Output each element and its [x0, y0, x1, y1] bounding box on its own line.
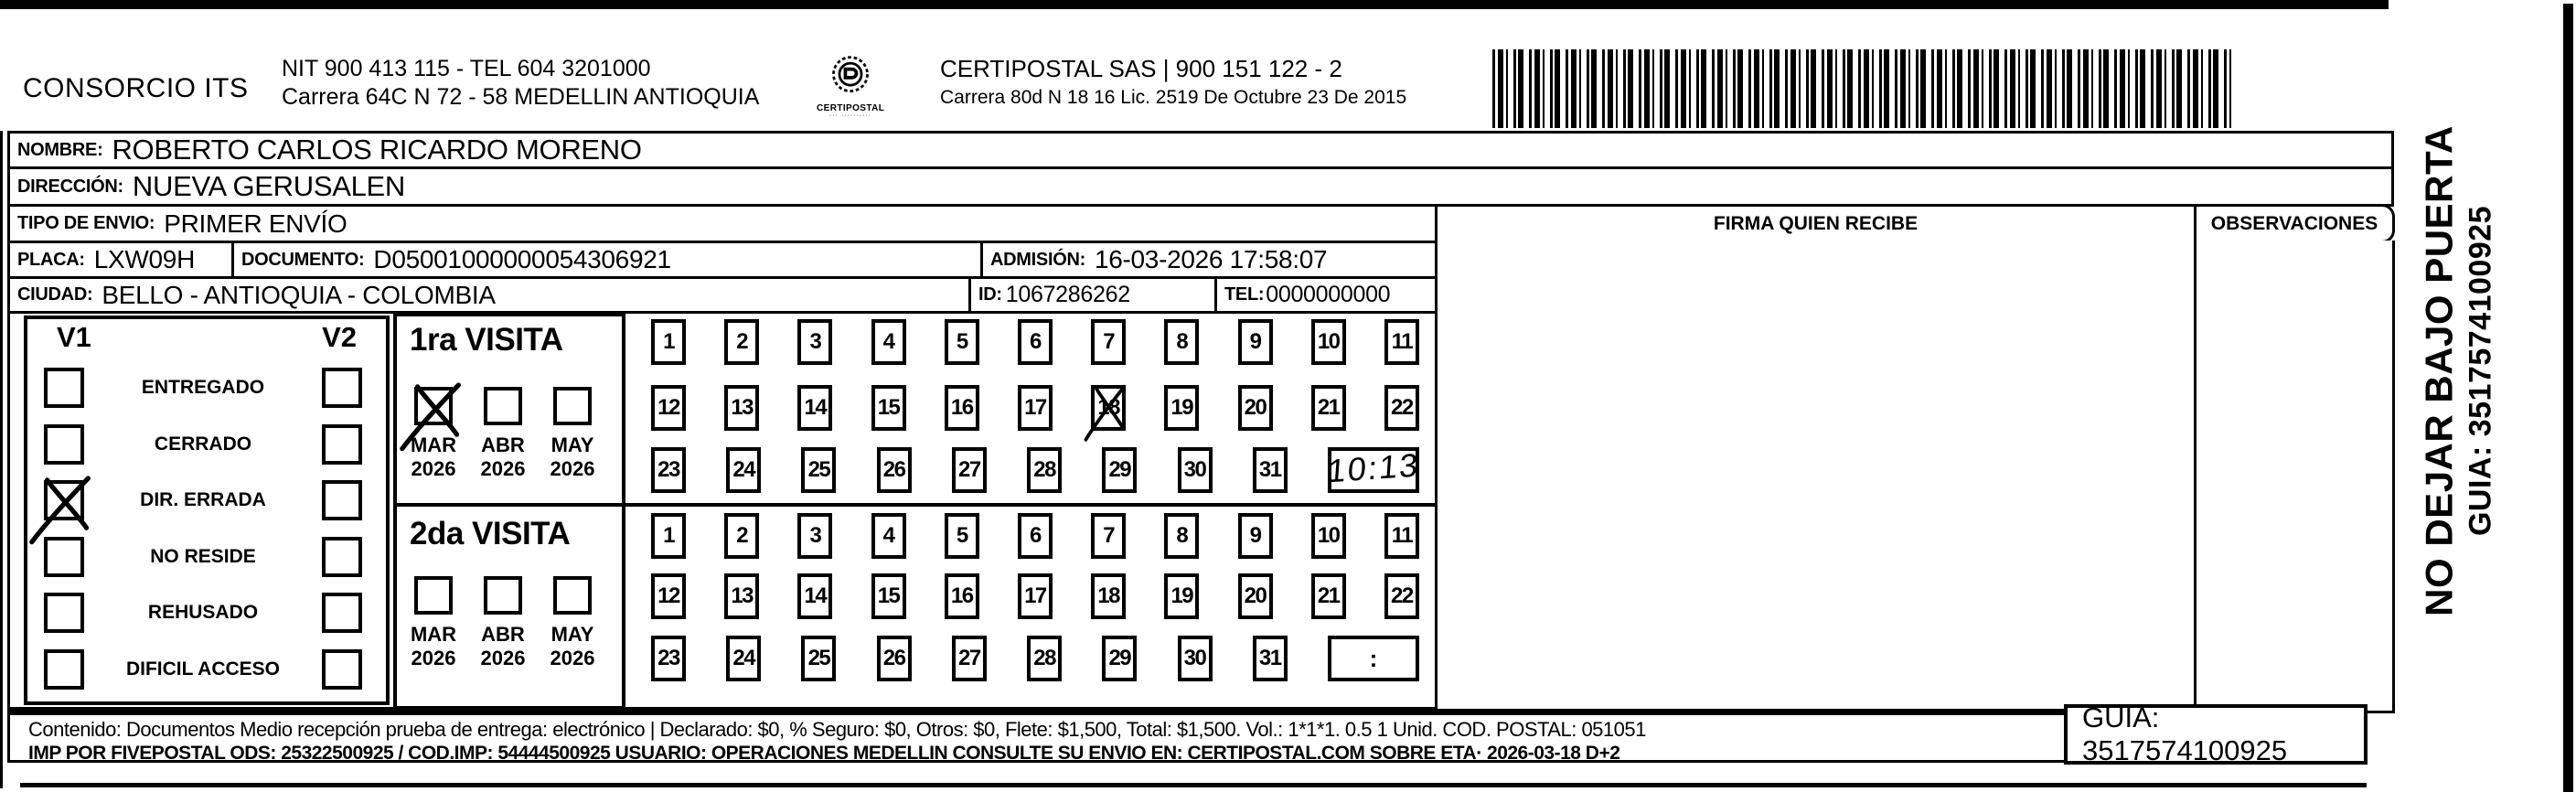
nombre-label: NOMBRE: — [17, 139, 103, 160]
day-5-box[interactable] — [945, 513, 979, 559]
day-number: 29 — [1108, 457, 1131, 482]
day-9-box[interactable] — [1238, 513, 1273, 559]
month-year: 2026 — [411, 647, 456, 669]
status-panel-header — [27, 319, 386, 354]
day-6-box[interactable] — [1018, 513, 1053, 559]
month-label: MAR — [410, 623, 457, 646]
day-number: 18 — [1097, 395, 1119, 420]
month-option — [404, 576, 463, 670]
month-year: 2026 — [480, 457, 526, 480]
day-number: 9 — [1249, 329, 1261, 354]
day-number: 16 — [950, 395, 973, 420]
day-number: 10 — [1317, 329, 1340, 354]
day-number: 24 — [732, 646, 755, 670]
day-number: 25 — [807, 646, 830, 670]
tracking-barcode — [1492, 49, 2231, 128]
company-address-line: Carrera 64C N 72 - 58 MEDELLIN ANTIOQUIA — [282, 84, 760, 110]
observaciones-column-header: OBSERVACIONES — [2194, 204, 2395, 243]
v1-checkbox-4[interactable] — [44, 593, 84, 633]
day-31-box[interactable] — [1253, 636, 1288, 681]
second-visit-title: 2da VISITA — [410, 516, 571, 551]
day-7-box[interactable] — [1091, 513, 1126, 559]
month-checkbox-may[interactable] — [553, 387, 592, 425]
time-note: : — [1369, 644, 1378, 672]
day-number: 1 — [663, 329, 674, 354]
day-12-box[interactable] — [651, 573, 686, 619]
placa-value: LXW09H — [93, 245, 195, 273]
month-option — [474, 387, 532, 481]
day-29-box[interactable] — [1102, 636, 1137, 681]
day-number: 2 — [736, 523, 748, 548]
day-number: 2 — [736, 329, 748, 354]
status-row — [44, 363, 362, 412]
day-22-box[interactable] — [1384, 573, 1419, 619]
day-20-box[interactable] — [1238, 573, 1273, 619]
day-1-box[interactable] — [651, 513, 686, 559]
day-number: 5 — [956, 329, 967, 354]
day-number: 27 — [958, 646, 980, 670]
partner-name-line: CERTIPOSTAL SAS | 900 151 122 - 2 — [940, 55, 1342, 82]
day-number: 26 — [882, 457, 905, 482]
day-number: 3 — [809, 329, 821, 354]
month-checkbox-may[interactable] — [553, 576, 592, 615]
delivery-status-panel — [24, 316, 390, 705]
day-25-box[interactable] — [801, 636, 836, 681]
day-number: 12 — [657, 395, 679, 420]
company-name: CONSORCIO ITS — [23, 73, 249, 103]
day-15-box[interactable] — [871, 573, 906, 619]
day-number: 15 — [877, 583, 900, 608]
day-10-box[interactable] — [1311, 513, 1346, 559]
status-option-label: NO RESIDE — [150, 545, 256, 567]
day-number: 8 — [1176, 523, 1188, 548]
day-number: 31 — [1258, 457, 1281, 482]
day-27-box[interactable] — [952, 636, 987, 681]
placa-label: PLACA: — [17, 249, 85, 270]
day-17-box[interactable] — [1018, 573, 1053, 619]
day-number: 21 — [1317, 395, 1340, 420]
day-number: 27 — [958, 457, 980, 482]
no-dejar-bajo-puerta-note: NO DEJAR BAJO PUERTA — [2417, 125, 2461, 616]
month-year: 2026 — [550, 457, 595, 480]
month-checkbox-mar[interactable] — [414, 387, 453, 425]
documento-label: DOCUMENTO: — [241, 249, 365, 270]
status-row — [44, 645, 362, 694]
day-number: 13 — [731, 583, 754, 608]
observaciones-area[interactable] — [2194, 241, 2395, 713]
month-option — [543, 576, 602, 670]
v1-checkbox-1[interactable] — [44, 424, 84, 465]
day-row — [651, 636, 1419, 681]
month-year: 2026 — [550, 647, 595, 669]
status-option-label: ENTREGADO — [141, 377, 265, 398]
partner-address-line: Carrera 80d N 18 16 Lic. 2519 De Octubre 23 De 2015 — [940, 87, 1407, 108]
day-number: 6 — [1030, 523, 1041, 548]
day-number: 7 — [1103, 523, 1115, 548]
day-number: 1 — [663, 523, 674, 548]
month-label: ABR — [481, 623, 525, 646]
firma-column-header: FIRMA QUIEN RECIBE — [1435, 204, 2197, 243]
v1-checkbox-5[interactable] — [44, 649, 84, 690]
handwritten-x-mark — [42, 478, 93, 531]
day-number: 28 — [1033, 646, 1055, 670]
admision-label: ADMISIÓN: — [990, 249, 1085, 270]
tipo-envio-label: TIPO DE ENVIO: — [17, 213, 155, 233]
day-16-box[interactable] — [945, 573, 979, 619]
first-visit-title: 1ra VISITA — [410, 322, 563, 358]
month-option — [543, 387, 602, 481]
day-number: 23 — [657, 457, 679, 482]
day-number: 31 — [1258, 646, 1281, 670]
day-19-box[interactable] — [1164, 573, 1199, 619]
v2-checkbox-1[interactable] — [322, 424, 362, 465]
day-number: 19 — [1170, 395, 1193, 420]
month-year: 2026 — [480, 647, 526, 669]
day-number: 22 — [1391, 583, 1413, 608]
ciudad-label: CIUDAD: — [17, 284, 93, 305]
time-note: 10:13 — [1326, 445, 1421, 490]
company-nit-line: NIT 900 413 115 - TEL 604 3201000 — [282, 56, 651, 81]
day-21-box[interactable] — [1311, 573, 1346, 619]
v1-checkbox-3[interactable] — [44, 537, 84, 577]
status-row — [44, 588, 362, 637]
month-checkbox-abr[interactable] — [484, 387, 522, 425]
v2-checkbox-5[interactable] — [322, 649, 362, 690]
day-3-box[interactable] — [797, 513, 832, 559]
second-visit-months — [404, 576, 602, 670]
day-number: 17 — [1024, 583, 1046, 608]
v2-checkbox-3[interactable] — [322, 537, 362, 577]
status-option-label: REHUSADO — [147, 602, 259, 624]
day-2-box[interactable] — [724, 513, 759, 559]
day-8-box[interactable] — [1164, 513, 1199, 559]
day-number: 30 — [1183, 646, 1206, 670]
day-30-box[interactable] — [1178, 636, 1213, 681]
day-4-box[interactable] — [871, 513, 906, 559]
day-28-box[interactable] — [1027, 636, 1062, 681]
day-18-box[interactable] — [1091, 573, 1126, 619]
documento-value: D05001000000054306921 — [373, 245, 671, 273]
side-guia-number: GUIA: 3517574100925 — [2463, 205, 2498, 537]
day-number: 11 — [1391, 329, 1413, 354]
day-number: 19 — [1170, 583, 1193, 608]
day-number: 17 — [1024, 395, 1046, 420]
day-number: 13 — [731, 395, 754, 420]
day-number: 21 — [1317, 583, 1340, 608]
status-option-label: DIR. ERRADA — [140, 489, 266, 511]
status-row — [44, 532, 362, 582]
direccion-label: DIRECCIÓN: — [17, 176, 123, 197]
left-scan-edge — [0, 131, 3, 788]
day-number: 23 — [657, 646, 679, 670]
day-number: 16 — [950, 583, 973, 608]
month-year: 2026 — [411, 457, 456, 480]
day-number: 6 — [1030, 329, 1041, 354]
day-number: 22 — [1391, 395, 1413, 420]
day-number: 28 — [1033, 457, 1055, 482]
second-visit-day-grid — [651, 0, 1419, 713]
day-number: 24 — [732, 457, 755, 482]
day-number: 20 — [1244, 583, 1267, 608]
month-checkbox-abr[interactable] — [484, 576, 522, 615]
day-26-box[interactable] — [877, 636, 912, 681]
time-box[interactable] — [1328, 636, 1419, 681]
day-number: 8 — [1176, 329, 1188, 354]
v2-checkbox-2[interactable] — [322, 480, 362, 520]
footer-info-cell — [7, 709, 2067, 763]
placa-cell — [7, 241, 234, 279]
day-number: 14 — [804, 583, 827, 608]
day-number: 4 — [882, 329, 894, 354]
bottom-scan-line — [20, 783, 2367, 787]
day-number: 18 — [1097, 583, 1119, 608]
v1-checkbox-2[interactable] — [44, 480, 84, 520]
day-number: 29 — [1108, 646, 1131, 670]
day-number: 25 — [807, 457, 830, 482]
day-row — [651, 513, 1419, 559]
day-number: 12 — [657, 583, 679, 608]
day-23-box[interactable] — [651, 636, 686, 681]
admision-value: 16-03-2026 17:58:07 — [1094, 245, 1328, 273]
day-13-box[interactable] — [724, 573, 759, 619]
day-number: 11 — [1391, 523, 1413, 548]
status-row — [44, 420, 362, 469]
day-number: 15 — [877, 395, 900, 420]
month-label: MAR — [410, 433, 457, 456]
month-option — [474, 576, 532, 670]
day-number: 10 — [1317, 523, 1340, 548]
guia-number-box: GUIA: 3517574100925 — [2064, 704, 2368, 765]
v2-checkbox-0[interactable] — [322, 368, 362, 408]
handwritten-x-mark — [412, 385, 464, 438]
v1-column-label: V1 — [57, 321, 91, 353]
day-number: 9 — [1249, 523, 1261, 548]
tel-value: 0000000000 — [1266, 282, 1391, 307]
month-label: MAY — [550, 623, 594, 646]
direccion-value: NUEVA GERUSALEN — [132, 170, 406, 202]
day-number: 3 — [809, 523, 821, 548]
day-number: 5 — [956, 523, 967, 548]
status-row — [44, 476, 362, 525]
v2-column-label: V2 — [322, 321, 357, 353]
v1-checkbox-0[interactable] — [44, 368, 84, 408]
status-rows — [27, 363, 386, 694]
side-note — [2406, 125, 2511, 616]
firma-area[interactable] — [1435, 241, 2197, 713]
nombre-value: ROBERTO CARLOS RICARDO MORENO — [112, 134, 642, 166]
ciudad-value: BELLO - ANTIOQUIA - COLOMBIA — [102, 280, 496, 309]
tel-label: TEL: — [1224, 284, 1265, 305]
id-label: ID: — [978, 284, 1002, 305]
day-row — [651, 573, 1419, 619]
month-label: ABR — [481, 433, 525, 456]
day-number: 26 — [882, 646, 905, 670]
status-option-label: CERRADO — [154, 433, 252, 455]
day-number: 7 — [1103, 329, 1115, 354]
footer-content-line: Contenido: Documentos Medio recepción prueba de entrega: electrónico | Declarado: $0, % Seguro: $0, Otros: $0, Flete: $1,500, Total: $1,500. Vol.: 1*1*1. 0.5 1 Unid. COD. POSTAL: 051051 — [28, 718, 1646, 741]
day-number: 4 — [882, 523, 894, 548]
month-option — [404, 387, 463, 481]
month-checkbox-mar[interactable] — [414, 576, 453, 615]
first-visit-months — [404, 387, 602, 481]
logo-caption: CERTIPOSTAL — [817, 103, 885, 113]
footer-imp-line: IMP POR FIVEPOSTAL ODS: 25322500925 / COD.IMP: 54444500925 USUARIO: OPERACIONES MEDELLIN CONSULTE SU ENVIO EN: CERTIPOSTAL.COM SOBRE ETA· 2026-03-18 D+2 — [28, 743, 1620, 764]
month-label: MAY — [550, 433, 594, 456]
day-24-box[interactable] — [726, 636, 761, 681]
tipo-envio-value: PRIMER ENVÍO — [164, 209, 347, 238]
status-option-label: DIFICIL ACCESO — [125, 658, 280, 680]
logo-subcaption: ··· ·········· — [828, 112, 872, 119]
v2-checkbox-4[interactable] — [322, 593, 362, 633]
day-number: 14 — [804, 395, 827, 420]
day-number: 30 — [1183, 457, 1206, 482]
right-scan-bar — [2563, 4, 2573, 792]
id-value: 1067286262 — [1005, 282, 1130, 307]
day-number: 20 — [1244, 395, 1267, 420]
day-14-box[interactable] — [797, 573, 832, 619]
day-11-box[interactable] — [1384, 513, 1419, 559]
